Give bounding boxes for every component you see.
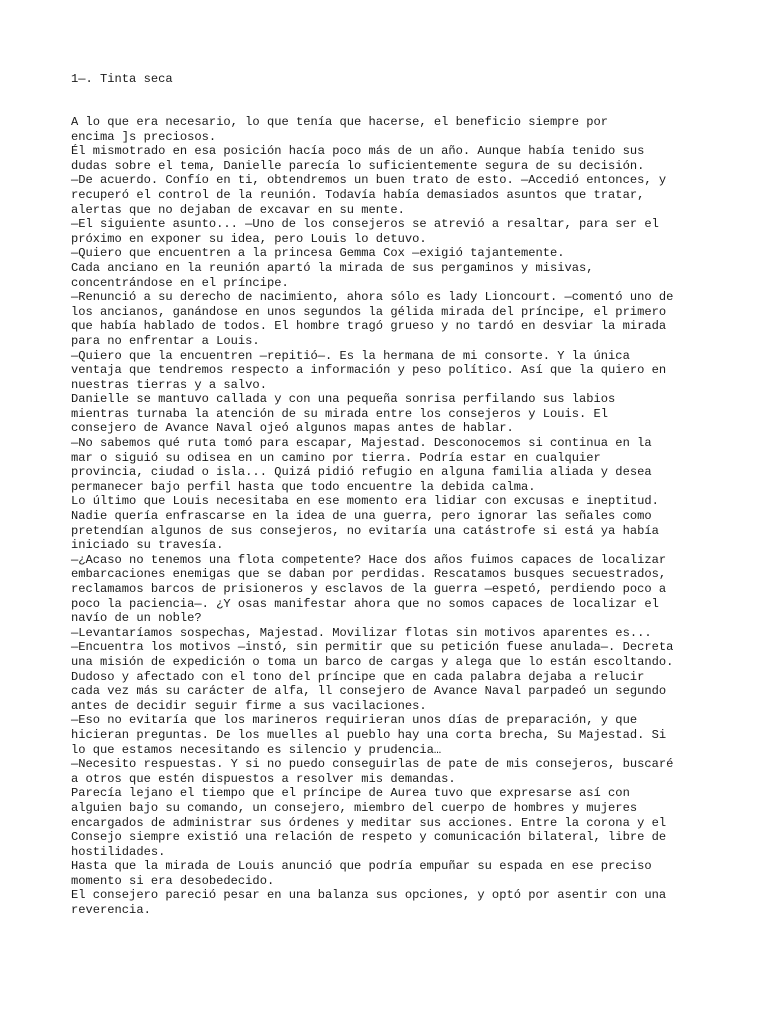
text-line: reverencia.: [71, 903, 151, 918]
text-line: embarcaciones enemigas que se daban por perdidas. Rescatamos busques secuestrados,: [71, 567, 667, 582]
text-line: poco la paciencia—. ¿Y osas manifestar ahora que no somos capaces de localizar el: [71, 596, 659, 611]
text-line: Hasta que la mirada de Louis anunció que podría empuñar su espada en ese preciso: [71, 859, 652, 874]
text-line: los ancianos, ganándose en unos segundos la gélida mirada del príncipe, el primero: [71, 304, 667, 319]
body-text: [71, 115, 711, 918]
text-line: a otros que estén dispuestos a resolver mis demandas.: [71, 771, 456, 786]
text-line: ventaja que tendremos respecto a información y peso político. Así que la quiero en: [71, 363, 667, 378]
text-line: recuperó el control de la reunión. Todavía había demasiados asuntos que tratar,: [71, 187, 645, 202]
text-line: consejero de Avance Naval ojeó algunos mapas antes de hablar.: [71, 421, 514, 436]
text-line: momento si era desobedecido.: [71, 873, 275, 888]
text-line: Lo último que Louis necesitaba en ese momento era lidiar con excusas e ineptitud.: [71, 494, 659, 509]
text-line: lo que estamos necesitando es silencio y prudencia…: [71, 742, 442, 757]
text-line: —Eso no evitaría que los marineros requirieran unos días de preparación, y que: [71, 713, 638, 728]
text-line: —¿Acaso no tenemos una flota competente? Hace dos años fuimos capaces de localizar: [71, 552, 667, 567]
text-line: para no enfrentar a Louis.: [71, 333, 260, 348]
text-line: —Renunció a su derecho de nacimiento, ahora sólo es lady Lioncourt. —comentó uno de: [71, 290, 674, 305]
text-line: pretendían algunos de sus consejeros, no evitaría una catástrofe si está ya había: [71, 523, 659, 538]
text-line: Consejo siempre existió una relación de respeto y comunicación bilateral, libre de: [71, 830, 667, 845]
text-line: mar o siguió su odisea en un camino por tierra. Podría estar en cualquier: [71, 450, 601, 465]
text-line: Danielle se mantuvo callada y con una pequeña sonrisa perfilando sus labios: [71, 392, 616, 407]
text-line: próximo en exponer su idea, pero Louis lo detuvo.: [71, 231, 427, 246]
text-line: reclamamos barcos de prisioneros y esclavos de la guerra —espetó, perdiendo poco a: [71, 582, 667, 596]
text-line: —No sabemos qué ruta tomó para escapar, Majestad. Desconocemos si continua en la: [71, 436, 652, 451]
text-line: antes de decidir seguir firme a sus vacilaciones.: [71, 698, 427, 713]
text-line: Parecía lejano el tiempo que el príncipe de Aurea tuvo que expresarse así con: [71, 786, 630, 801]
text-line: provincia, ciudad o isla... Quizá pidió refugio en alguna familia aliada y desea: [71, 465, 652, 480]
text-line: Cada anciano en la reunión apartó la mirada de sus pergaminos y misivas,: [71, 260, 594, 275]
text-line: concentrándose en el príncipe.: [71, 275, 289, 290]
text-line: navío de un noble?: [71, 611, 202, 626]
text-line: hostilidades.: [71, 844, 166, 859]
text-line: A lo que era necesario, lo que tenía que hacerse, el beneficio siempre por: [71, 115, 609, 129]
text-line: iniciado su travesía.: [71, 538, 224, 553]
text-line: mientras turnaba la atención de su mirada entre los consejeros y Louis. El: [71, 406, 609, 421]
text-line: nuestras tierras y a salvo.: [71, 377, 267, 392]
text-line: —Necesito respuestas. Y si no puedo conseguirlas de pate de mis consejeros, buscaré: [71, 757, 674, 772]
text-line: Dudoso y afectado con el tono del príncipe que en cada palabra dejaba a relucir: [71, 669, 645, 684]
text-line: Nadie quería enfrascarse en la idea de una guerra, pero ignorar las señales como: [71, 509, 652, 524]
text-line: que había hablado de todos. El hombre tragó grueso y no tardó en desviar la mirada: [71, 319, 667, 334]
text-line: —Levantaríamos sospechas, Majestad. Movilizar flotas sin motivos aparentes es...: [71, 625, 652, 640]
chapter-title: 1—. Tinta seca: [71, 72, 173, 86]
text-line: Él mismotrado en esa posición hacía poco más de un año. Aunque había tenido sus: [71, 144, 645, 159]
text-line: —Encuentra los motivos —instó, sin permitir que su petición fuese anulada—. Decreta: [71, 640, 674, 655]
text-line: El consejero pareció pesar en una balanza sus opciones, y optó por asentir con una: [71, 888, 667, 903]
text-line: una misión de expedición o toma un barco de cargas y alega que lo están escoltando.: [71, 654, 674, 669]
text-line: cada vez más su carácter de alfa, ll consejero de Avance Naval parpadeó un segundo: [71, 684, 667, 699]
text-line: encargados de administrar sus órdenes y meditar sus acciones. Entre la corona y el: [71, 815, 667, 830]
text-line: —El siguiente asunto... —Uno de los consejeros se atrevió a resaltar, para ser el: [71, 217, 659, 232]
text-line: —Quiero que la encuentren —repitió—. Es la hermana de mi consorte. Y la única: [71, 348, 630, 363]
text-line: —Quiero que encuentren a la princesa Gemma Cox —exigió tajantemente.: [71, 246, 565, 261]
text-line: alguien bajo su comando, un consejero, miembro del cuerpo de hombres y mujeres: [71, 800, 638, 815]
text-line: permanecer bajo perfil hasta que todo encuentre la debida calma.: [71, 479, 536, 494]
text-line: encima ]s preciosos.: [71, 129, 217, 144]
text-line: —De acuerdo. Confío en ti, obtendremos un buen trato de esto. —Accedió entonces, y: [71, 173, 667, 188]
text-line: dudas sobre el tema, Danielle parecía lo suficientemente segura de su decisión.: [71, 158, 645, 173]
text-line: alertas que no dejaban de excavar en su mente.: [71, 202, 405, 217]
text-line: hicieran preguntas. De los muelles al pueblo hay una corta brecha, Su Majestad. Si: [71, 727, 667, 742]
